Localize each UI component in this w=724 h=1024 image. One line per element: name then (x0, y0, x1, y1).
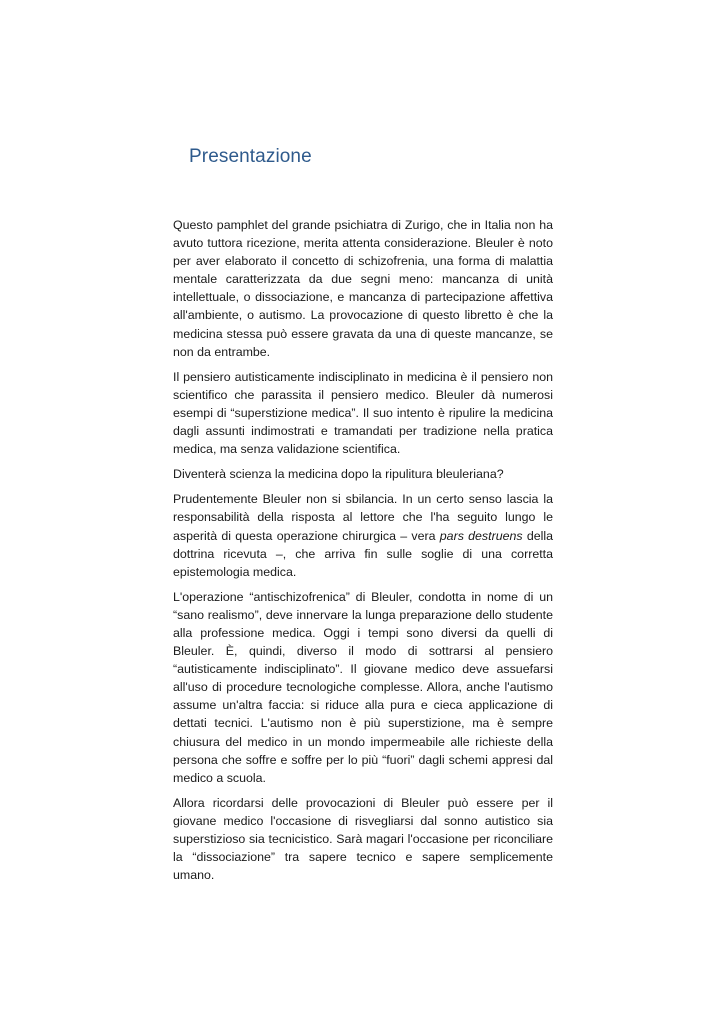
paragraph (173, 490, 553, 580)
paragraph: Il pensiero autisticamente indisciplinato in medicina è il pensiero non scientifico che parassita il pensiero medico. Bleuler dà numerosi esempi di “superstizione medica”. Il suo intento è ripulire la medicina dagli assunti indimostrati e tramandati per tradizione nella pratica medica, ma senza validazione scientifica. (173, 369, 553, 457)
paragraph-text: Prudentemente Bleuler non si sbilancia. In un certo senso lascia la responsabilità della risposta al lettore che l'ha seguito lungo le asperità di questa operazione chirurgica – vera (173, 492, 553, 543)
paragraph: Questo pamphlet del grande psichiatra di Zurigo, che in Italia non ha avuto tuttora ricezione, merita attenta considerazione. Bleuler è noto per aver elaborato il concetto di schizofrenia, una forma di malattia mentale caratterizzata da due segni meno: mancanza di unità intellettuale, o dissociazione, e mancanza di partecipazione affettiva all'ambiente, o autismo. La provocazione di questo libretto è che la medicina stessa può essere gravata da una di queste mancanze, se non da entrambe. (173, 218, 553, 359)
paragraph: Diventerà scienza la medicina dopo la ripulitura bleuleriana? (173, 467, 504, 482)
paragraph: L'operazione “antischizofrenica” di Bleuler, condotta in nome di un “sano realismo”, deve innervare la lunga preparazione dello studente alla professione medica. Oggi i tempi sono diversi da quelli di Bleuler. È, quindi, diverso il modo di sottrarsi al pensiero “autisticamente indisciplinato”. Il giovane medico deve assuefarsi all'uso di procedure tecnologiche complesse. Allora, anche l'autismo assume un'altra faccia: si riduce alla pura e cieca applicazione di dettati tecnici. L'autismo non è più superstizione, ma è sempre chiusura del medico in un mondo impermeabile alle richieste della persona che soffre e soffre per lo più “fuori” dagli schemi appresi dal medico a scuola. (173, 589, 553, 785)
paragraph: Allora ricordarsi delle provocazioni di Bleuler può essere per il giovane medico l'occasione di risvegliarsi dal sonno autistico sia superstizioso sia tecnicistico. Sarà magari l'occasione per riconciliare la “dissociazione” tra sapere tecnico e sapere semplicemente umano. (173, 795, 553, 883)
page-title: Presentazione (189, 146, 312, 167)
document-body (173, 216, 553, 891)
paragraph-text: della dottrina ricevuta –, che arriva fin sulle soglie di una corretta epistemologia medica. (173, 528, 554, 579)
italic-phrase: pars destruens (439, 528, 523, 543)
